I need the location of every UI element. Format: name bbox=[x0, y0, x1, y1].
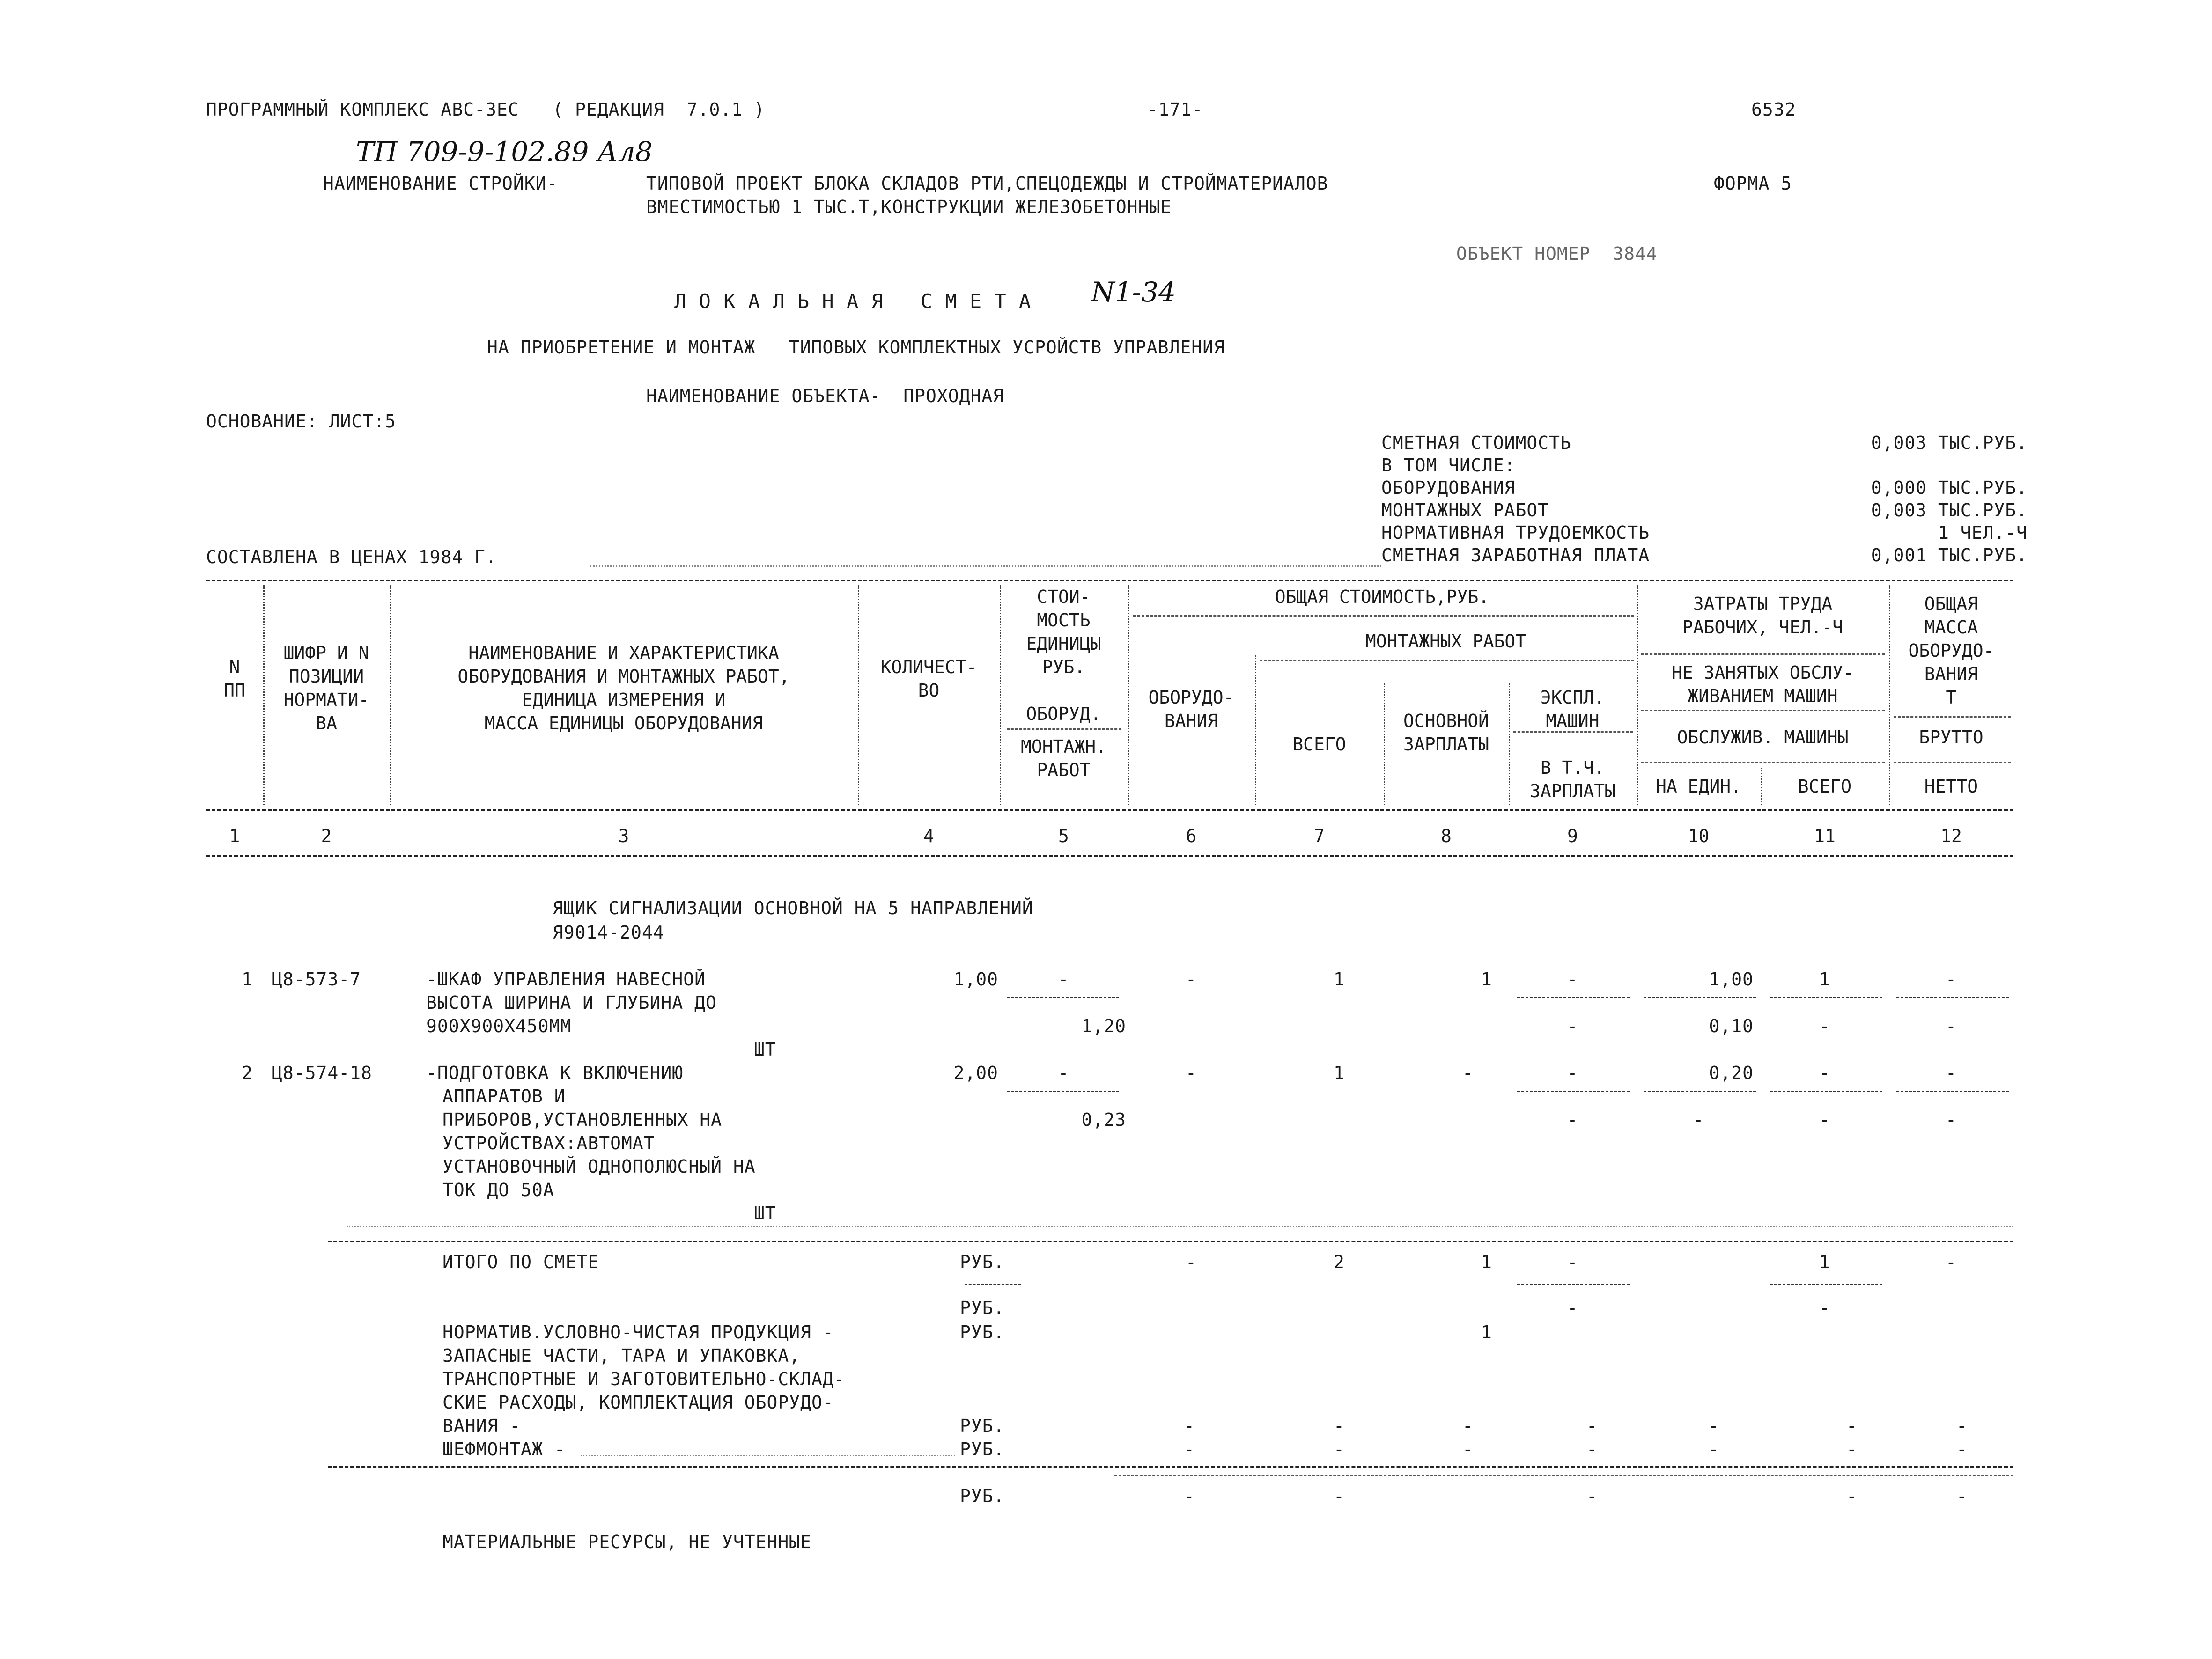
summary-label: СМЕТНАЯ СТОИМОСТЬ bbox=[1381, 433, 1571, 453]
totals-top-rule bbox=[328, 1241, 2013, 1242]
cell-underline bbox=[1770, 1284, 1882, 1285]
header-unit-cost-equipment: ОБОРУД. bbox=[1026, 704, 1101, 724]
total-machines: - bbox=[1567, 1252, 1578, 1272]
cell-underline bbox=[1770, 997, 1882, 998]
header-base-salary: ОСНОВНОЙ ЗАРПЛАТЫ bbox=[1403, 711, 1489, 755]
summary-value: 0,001 ТЫС.РУБ. bbox=[1871, 545, 2028, 565]
section-code: Я9014-2044 bbox=[553, 922, 664, 943]
cell-underline bbox=[1644, 997, 1756, 998]
spare-parts-line: ВАНИЯ - bbox=[442, 1416, 521, 1436]
header-labor-costs: ЗАТРАТЫ ТРУДА РАБОЧИХ, ЧЕЛ.-Ч bbox=[1682, 594, 1843, 638]
row-labor-total: 1 bbox=[1819, 969, 1830, 990]
header-top-rule bbox=[206, 580, 2013, 581]
row-name-line: -ШКАФ УПРАВЛЕНИЯ НАВЕСНОЙ bbox=[426, 969, 706, 990]
row-number: 1 bbox=[242, 969, 253, 990]
row-unit-cost-mounting: 1,20 bbox=[1081, 1016, 1126, 1036]
header-labor-total: ВСЕГО bbox=[1798, 776, 1852, 797]
row-labor-serving-per-unit: - bbox=[1693, 1109, 1704, 1130]
header-sub-rule bbox=[1641, 653, 1885, 655]
row-mounting-total: 1 bbox=[1334, 969, 1345, 990]
row-name-line: УСТАНОВОЧНЫЙ ОДНОПОЛЮСНЫЙ НА bbox=[442, 1156, 756, 1177]
normative-product-value: 1 bbox=[1481, 1322, 1492, 1343]
total-labor: 1 bbox=[1819, 1252, 1830, 1272]
header-equipment: ОБОРУДО- ВАНИЯ bbox=[1148, 687, 1234, 731]
column-number: 2 bbox=[321, 826, 332, 846]
document-number: 6532 bbox=[1751, 99, 1796, 120]
document-subtitle: НА ПРИОБРЕТЕНИЕ И МОНТАЖ ТИПОВЫХ КОМПЛЕКТНЫХ УСРОЙСТВ УПРАВЛЕНИЯ bbox=[487, 337, 1225, 358]
header-mounting-works: МОНТАЖНЫХ РАБОТ bbox=[1365, 631, 1526, 652]
row-code: Ц8-573-7 bbox=[272, 969, 361, 990]
row-name-line: АППАРАТОВ И bbox=[442, 1086, 566, 1107]
header-labor-per-unit: НА ЕДИН. bbox=[1655, 776, 1742, 797]
summary-label: НОРМАТИВНАЯ ТРУДОЕМКОСТЬ bbox=[1381, 522, 1650, 543]
column-number: 11 bbox=[1814, 826, 1836, 846]
dotted-separator bbox=[347, 1226, 2013, 1227]
summary-label: ОБОРУДОВАНИЯ bbox=[1381, 477, 1516, 498]
row-unit-cost-mounting: 0,23 bbox=[1081, 1109, 1126, 1130]
object-number: ОБЪЕКТ НОМЕР 3844 bbox=[1456, 243, 1658, 264]
header-code: ШИФР И N ПОЗИЦИИ НОРМАТИ- ВА bbox=[283, 643, 369, 734]
dash-cell: - bbox=[1708, 1439, 1719, 1460]
dash-cell: - bbox=[1956, 1486, 1968, 1506]
equipment-total-rule bbox=[328, 1466, 2013, 1468]
row-name-line: ПРИБОРОВ,УСТАНОВЛЕННЫХ НА bbox=[442, 1109, 722, 1130]
currency-label: РУБ. bbox=[960, 1322, 1005, 1343]
summary-value: 0,000 ТЫС.РУБ. bbox=[1871, 477, 2028, 498]
header-machines: ЭКСПЛ. МАШИН bbox=[1540, 687, 1605, 731]
row-unit-cost-equipment: - bbox=[1058, 969, 1069, 990]
cell-underline bbox=[1007, 997, 1119, 998]
header-labor-serving: ОБСЛУЖИВ. МАШИНЫ bbox=[1677, 727, 1849, 748]
summary-label: В ТОМ ЧИСЛЕ: bbox=[1381, 455, 1516, 476]
spare-parts-line: СКИЕ РАСХОДЫ, КОМПЛЕКТАЦИЯ ОБОРУДО- bbox=[442, 1392, 834, 1413]
currency-label: РУБ. bbox=[960, 1298, 1005, 1318]
dotted-separator bbox=[581, 1455, 955, 1456]
row-mass-gross: - bbox=[1946, 969, 1957, 990]
row-labor-serving-total: - bbox=[1819, 1016, 1830, 1036]
header-total-cost: ОБЩАЯ СТОИМОСТЬ,РУБ. bbox=[1275, 587, 1489, 607]
header-mass-gross: БРУТТО bbox=[1919, 727, 1983, 748]
header-quantity: КОЛИЧЕСТ- ВО bbox=[880, 657, 977, 701]
dash-cell: - bbox=[1708, 1416, 1719, 1436]
cell-underline bbox=[1896, 997, 2009, 998]
handwritten-project-code: ТП 709-9-102.89 Ал8 bbox=[356, 136, 653, 168]
document-title: Л О К А Л Ь Н А Я С М Е Т А bbox=[674, 290, 1032, 313]
row-code: Ц8-574-18 bbox=[272, 1063, 372, 1083]
row-base-salary: 1 bbox=[1481, 969, 1492, 990]
header-labor-not-serving: НЕ ЗАНЯТЫХ ОБСЛУ- ЖИВАНИЕМ МАШИН bbox=[1672, 662, 1854, 706]
normative-product-label: НОРМАТИВ.УСЛОВНО-ЧИСТАЯ ПРОДУКЦИЯ - bbox=[442, 1322, 834, 1343]
header-mass-net: НЕТТО bbox=[1924, 776, 1978, 797]
row-unit-cost-equipment: - bbox=[1058, 1063, 1069, 1083]
cell-underline bbox=[1896, 1091, 2009, 1092]
header-sub-rule bbox=[1513, 731, 1633, 733]
row-labor-serving-per-unit: 0,10 bbox=[1709, 1016, 1754, 1036]
column-number: 6 bbox=[1186, 826, 1197, 846]
cell-underline bbox=[1517, 997, 1630, 998]
construction-name-line2: ВМЕСТИМОСТЬЮ 1 ТЫС.Т,КОНСТРУКЦИИ ЖЕЛЕЗОБЕТОННЫЕ bbox=[646, 197, 1172, 217]
currency-label: РУБ. bbox=[960, 1416, 1005, 1436]
header-sub-rule bbox=[1260, 660, 1634, 661]
column-number: 8 bbox=[1441, 826, 1452, 846]
header-unit-cost-mounting: МОНТАЖН. РАБОТ bbox=[1020, 736, 1107, 780]
program-info: ПРОГРАММНЫЙ КОМПЛЕКС АВС-3ЕС ( РЕДАКЦИЯ 7.0.1 ) bbox=[206, 99, 765, 120]
row-quantity: 1,00 bbox=[953, 969, 998, 990]
header-bottom-rule bbox=[206, 809, 2013, 811]
row-machines-salary: - bbox=[1567, 1109, 1578, 1130]
row-name-line: -ПОДГОТОВКА К ВКЛЮЧЕНИЮ bbox=[426, 1063, 684, 1083]
row-mass-net: - bbox=[1946, 1109, 1957, 1130]
handwritten-estimate-number: N1-34 bbox=[1091, 276, 1176, 308]
dash-cell: - bbox=[1334, 1416, 1345, 1436]
dash-cell: - bbox=[1586, 1439, 1598, 1460]
price-basis: СОСТАВЛЕНА В ЦЕНАХ 1984 Г. bbox=[206, 547, 497, 567]
column-number: 10 bbox=[1688, 826, 1710, 846]
header-sub-rule bbox=[1641, 710, 1885, 711]
header-sub-rule bbox=[1894, 716, 2011, 718]
construction-label: НАИМЕНОВАНИЕ СТРОЙКИ- bbox=[323, 173, 558, 194]
row-name-line: 900Х900Х450ММ bbox=[426, 1016, 572, 1036]
currency-label: РУБ. bbox=[960, 1439, 1005, 1460]
dash-cell: - bbox=[1184, 1416, 1195, 1436]
page-number: -171- bbox=[1147, 99, 1203, 120]
dash-cell: - bbox=[1462, 1439, 1474, 1460]
basis: ОСНОВАНИЕ: ЛИСТ:5 bbox=[206, 411, 396, 432]
row-number: 2 bbox=[242, 1063, 253, 1083]
total-estimate-label: ИТОГО ПО СМЕТЕ bbox=[442, 1252, 599, 1272]
row-machines: - bbox=[1567, 969, 1578, 990]
dash-cell: - bbox=[1586, 1486, 1598, 1506]
cell-underline bbox=[965, 1284, 1021, 1285]
row-labor-per-unit: 1,00 bbox=[1709, 969, 1754, 990]
summary-label: СМЕТНАЯ ЗАРАБОТНАЯ ПЛАТА bbox=[1381, 545, 1650, 565]
header-equipment-mass: ОБЩАЯ МАССА ОБОРУДО- ВАНИЯ Т bbox=[1908, 594, 1994, 708]
total-machines-salary: - bbox=[1567, 1298, 1578, 1318]
dash-cell: - bbox=[1956, 1416, 1968, 1436]
row-labor-serving-total: - bbox=[1819, 1109, 1830, 1130]
materials-label: МАТЕРИАЛЬНЫЕ РЕСУРСЫ, НЕ УЧТЕННЫЕ bbox=[442, 1532, 811, 1552]
dash-cell: - bbox=[1334, 1486, 1345, 1506]
total-mass: - bbox=[1946, 1252, 1957, 1272]
currency-label: РУБ. bbox=[960, 1486, 1005, 1506]
equipment-total-rule bbox=[1114, 1475, 2013, 1476]
row-quantity: 2,00 bbox=[953, 1063, 998, 1083]
column-number: 5 bbox=[1058, 826, 1069, 846]
supervision-label: ШЕФМОНТАЖ - bbox=[442, 1439, 566, 1460]
dash-cell: - bbox=[1586, 1416, 1598, 1436]
column-number: 7 bbox=[1314, 826, 1325, 846]
cell-underline bbox=[1007, 1091, 1119, 1092]
column-number: 1 bbox=[229, 826, 240, 846]
row-base-salary: - bbox=[1462, 1063, 1474, 1083]
row-labor-per-unit: 0,20 bbox=[1709, 1063, 1754, 1083]
total-base-salary: 1 bbox=[1481, 1252, 1492, 1272]
dash-cell: - bbox=[1184, 1439, 1195, 1460]
column-number: 9 bbox=[1567, 826, 1578, 846]
object-name: НАИМЕНОВАНИЕ ОБЪЕКТА- ПРОХОДНАЯ bbox=[646, 386, 1004, 406]
row-name-line: ТОК ДО 50А bbox=[442, 1180, 554, 1200]
row-mass-gross: - bbox=[1946, 1063, 1957, 1083]
summary-value: 1 ЧЕЛ.-Ч bbox=[1938, 522, 2028, 543]
cell-underline bbox=[1517, 1091, 1630, 1092]
spare-parts-line: ЗАПАСНЫЕ ЧАСТИ, ТАРА И УПАКОВКА, bbox=[442, 1345, 801, 1366]
header-mounting-total: ВСЕГО bbox=[1292, 734, 1346, 755]
dotted-separator bbox=[590, 565, 1381, 567]
construction-name-line1: ТИПОВОЙ ПРОЕКТ БЛОКА СКЛАДОВ РТИ,СПЕЦОДЕЖДЫ И СТРОЙМАТЕРИАЛОВ bbox=[646, 173, 1328, 194]
row-mass-net: - bbox=[1946, 1016, 1957, 1036]
total-equipment: - bbox=[1186, 1252, 1197, 1272]
header-sub-rule bbox=[1641, 762, 1885, 763]
header-unit-cost: СТОИ- МОСТЬ ЕДИНИЦЫ РУБ. bbox=[1026, 587, 1101, 677]
summary-label: МОНТАЖНЫХ РАБОТ bbox=[1381, 500, 1549, 521]
currency-label: РУБ. bbox=[960, 1252, 1005, 1272]
summary-value: 0,003 ТЫС.РУБ. bbox=[1871, 500, 2028, 521]
row-mounting-total: 1 bbox=[1334, 1063, 1345, 1083]
header-machines-salary: В Т.Ч. ЗАРПЛАТЫ bbox=[1529, 757, 1616, 801]
header-name: НАИМЕНОВАНИЕ И ХАРАКТЕРИСТИКА ОБОРУДОВАНИЯ И МОНТАЖНЫХ РАБОТ, ЕДИНИЦА ИЗМЕРЕНИЯ И МАССА ЕДИНИЦЫ ОБОРУДОВАНИЯ bbox=[457, 643, 790, 734]
cell-underline bbox=[1517, 1284, 1630, 1285]
column-number: 12 bbox=[1940, 826, 1962, 846]
row-name-line: УСТРОЙСТВАХ:АВТОМАТ bbox=[442, 1133, 655, 1153]
dash-cell: - bbox=[1462, 1416, 1474, 1436]
column-divider bbox=[1255, 655, 1256, 805]
cell-underline bbox=[1644, 1091, 1756, 1092]
dash-cell: - bbox=[1334, 1439, 1345, 1460]
dash-cell: - bbox=[1846, 1439, 1858, 1460]
header-sub-rule bbox=[1894, 762, 2011, 763]
dash-cell: - bbox=[1184, 1486, 1195, 1506]
header-sub-rule bbox=[1133, 615, 1634, 617]
section-title: ЯЩИК СИГНАЛИЗАЦИИ ОСНОВНОЙ НА 5 НАПРАВЛЕНИЙ bbox=[553, 898, 1033, 918]
row-machines: - bbox=[1567, 1063, 1578, 1083]
summary-value: 0,003 ТЫС.РУБ. bbox=[1871, 433, 2028, 453]
row-unit: ШТ bbox=[754, 1039, 776, 1060]
row-unit: ШТ bbox=[754, 1203, 776, 1224]
row-labor-total: - bbox=[1819, 1063, 1830, 1083]
header-sub-rule bbox=[1007, 728, 1121, 730]
dash-cell: - bbox=[1956, 1439, 1968, 1460]
form-label: ФОРМА 5 bbox=[1714, 173, 1792, 194]
column-numbers-rule bbox=[206, 855, 2013, 857]
total-labor-serving: - bbox=[1819, 1298, 1830, 1318]
row-equipment-cost: - bbox=[1186, 969, 1197, 990]
row-machines-salary: - bbox=[1567, 1016, 1578, 1036]
row-equipment-cost: - bbox=[1186, 1063, 1197, 1083]
spare-parts-line: ТРАНСПОРТНЫЕ И ЗАГОТОВИТЕЛЬНО-СКЛАД- bbox=[442, 1369, 845, 1389]
column-number: 3 bbox=[618, 826, 629, 846]
total-mounting: 2 bbox=[1334, 1252, 1345, 1272]
row-name-line: ВЫСОТА ШИРИНА И ГЛУБИНА ДО bbox=[426, 992, 717, 1013]
column-number: 4 bbox=[923, 826, 934, 846]
cell-underline bbox=[1770, 1091, 1882, 1092]
dash-cell: - bbox=[1846, 1416, 1858, 1436]
header-row-number: N ПП bbox=[224, 657, 245, 701]
dash-cell: - bbox=[1846, 1486, 1858, 1506]
